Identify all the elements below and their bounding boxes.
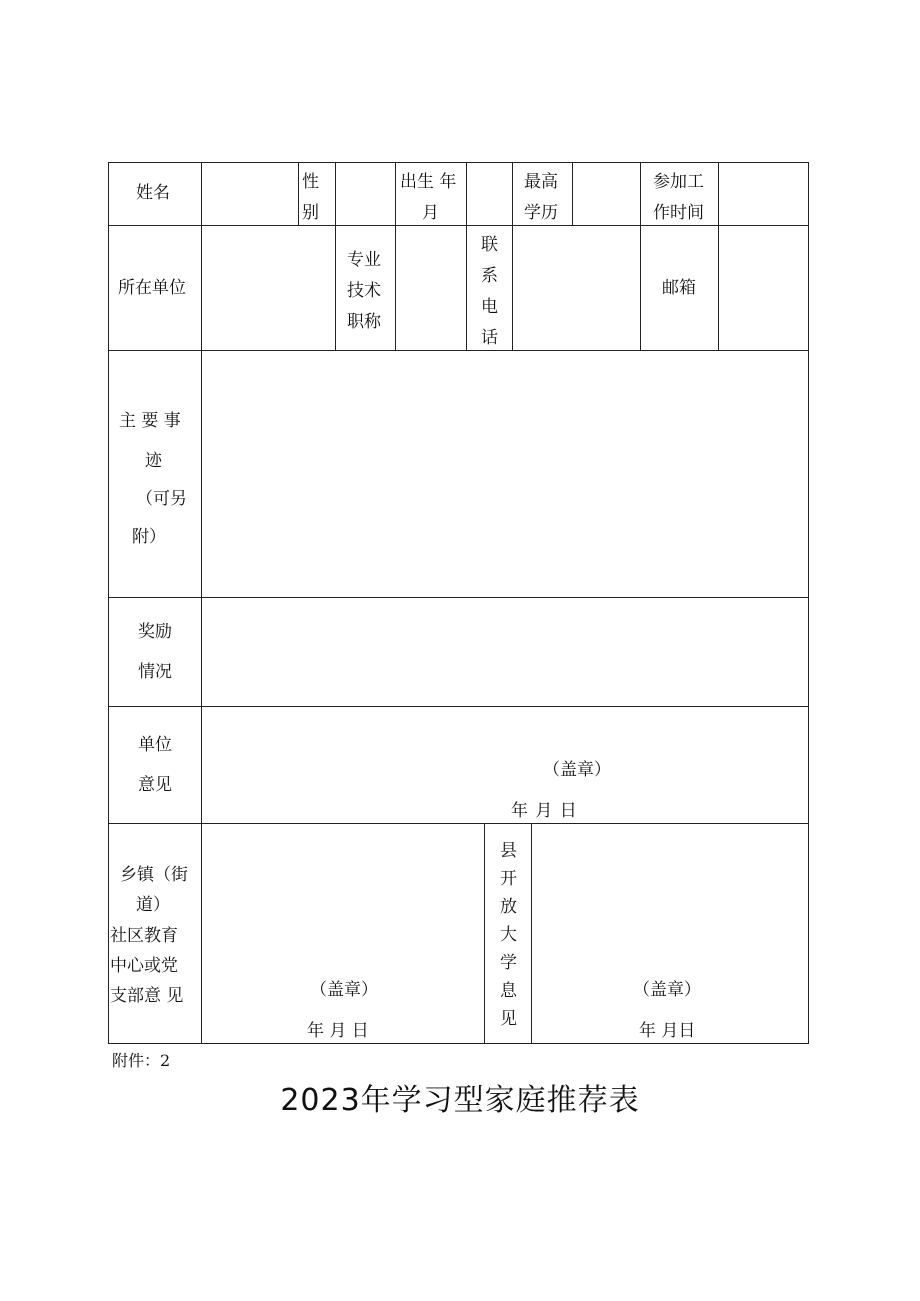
row-divider — [108, 225, 809, 226]
town-date-text: 年 月 日 — [307, 1021, 369, 1041]
label-deeds-line4: 附） — [132, 527, 166, 547]
label-county-char4: 大 — [500, 925, 517, 945]
label-work-start-line2: 作时间 — [653, 203, 704, 223]
col-divider — [531, 823, 532, 1043]
label-phone-char2: 系 — [481, 266, 498, 286]
label-email: 邮箱 — [662, 278, 696, 298]
label-gender-line2: 别 — [302, 203, 319, 223]
label-deeds-line1: 主 要 事 — [119, 411, 181, 431]
attachment-label: 附件：2 — [112, 1051, 171, 1070]
label-town-line5: 支部意 见 — [110, 986, 184, 1006]
col-divider — [718, 162, 719, 350]
label-education-line1: 最高 — [524, 172, 558, 192]
label-deeds-line2: 迹 — [145, 451, 162, 471]
label-gender-line1: 性 — [302, 172, 319, 192]
label-county-char5: 学 — [500, 953, 517, 973]
col-divider — [395, 162, 396, 350]
label-birth-line2: 月 — [422, 203, 439, 223]
col-divider — [335, 162, 336, 350]
table-border-left — [108, 162, 109, 1044]
col-divider — [484, 823, 485, 1043]
label-prof-title-line1: 专业 — [347, 250, 381, 270]
label-prof-title-line3: 职称 — [347, 312, 381, 332]
col-divider — [298, 162, 299, 225]
label-county-char2: 开 — [500, 869, 517, 889]
col-divider — [640, 162, 641, 350]
county-seal-text: （盖章） — [633, 980, 701, 1000]
label-unit: 所在单位 — [118, 278, 186, 298]
col-divider — [572, 162, 573, 225]
label-phone-char4: 话 — [481, 328, 498, 348]
label-county-char3: 放 — [500, 897, 517, 917]
label-birth-line1: 出生 年 — [400, 172, 457, 192]
label-name: 姓名 — [136, 183, 170, 203]
row-divider — [108, 597, 809, 598]
label-award-line2: 情况 — [138, 662, 172, 682]
label-phone-char1: 联 — [481, 235, 498, 255]
label-education-line2: 学历 — [524, 203, 558, 223]
col-divider — [512, 162, 513, 350]
label-phone-char3: 电 — [481, 297, 498, 317]
row-divider — [108, 706, 809, 707]
label-county-char1: 县 — [500, 841, 517, 861]
label-county-char6: 息 — [500, 981, 517, 1001]
county-date-text: 年 月日 — [639, 1021, 696, 1041]
label-unit-opinion-line1: 单位 — [138, 735, 172, 755]
table-border-top — [108, 162, 809, 163]
label-award-line1: 奖励 — [138, 622, 172, 642]
row-divider — [108, 350, 809, 351]
label-town-line4: 中心或党 — [110, 956, 178, 976]
town-seal-text: （盖章） — [310, 980, 378, 1000]
label-town-line3: 社区教育 — [110, 926, 178, 946]
label-unit-opinion-line2: 意见 — [138, 775, 172, 795]
document-title: 2023年学习型家庭推荐表 — [280, 1083, 640, 1118]
label-county-char7: 见 — [500, 1009, 517, 1029]
label-town-line1: 乡镇（街 — [120, 865, 188, 885]
label-prof-title-line2: 技术 — [347, 281, 381, 301]
unit-date-text: 年 月 日 — [511, 801, 577, 821]
label-column-divider — [201, 162, 202, 1044]
table-border-bottom — [108, 1043, 809, 1044]
label-town-line2: 道） — [136, 895, 170, 915]
label-work-start-line1: 参加工 — [653, 172, 704, 192]
col-divider — [466, 162, 467, 350]
row-divider — [108, 823, 809, 824]
label-deeds-line3: （可另 — [136, 489, 187, 509]
unit-seal-text: （盖章） — [543, 760, 611, 780]
table-border-right — [808, 162, 809, 1044]
